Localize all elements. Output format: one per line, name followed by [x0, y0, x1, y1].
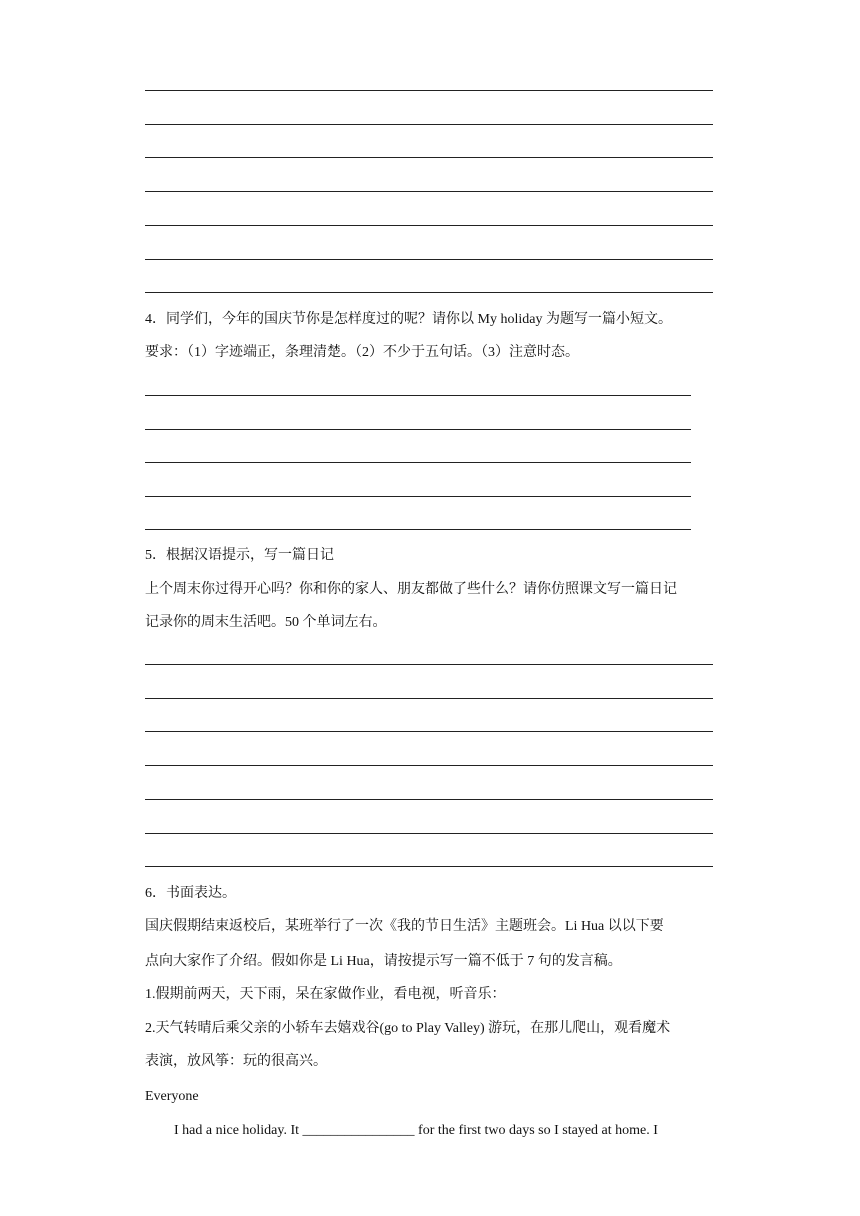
answer-line[interactable] [145, 191, 713, 192]
answer-line[interactable] [145, 765, 713, 766]
question-6-title: 6．书面表达。 [145, 886, 236, 901]
answer-line[interactable] [145, 157, 713, 158]
answer-line[interactable] [145, 731, 713, 732]
essay-greeting: Everyone [145, 1089, 199, 1104]
answer-line[interactable] [145, 664, 713, 665]
answer-line[interactable] [145, 462, 691, 463]
question-5-title: 5．根据汉语提示，写一篇日记 [145, 548, 334, 563]
answer-line[interactable] [145, 225, 713, 226]
question-6-intro-line-1: 国庆假期结束返校后，某班举行了一次《我的节日生活》主题班会。Li Hua 以以下要 [145, 919, 664, 934]
question-4-prompt: 4．同学们，今年的国庆节你是怎样度过的呢？请你以 My holiday 为题写一篇小短文。 [145, 312, 672, 327]
answer-line[interactable] [145, 496, 691, 497]
answer-line[interactable] [145, 292, 713, 293]
question-5-body-line-1: 上个周末你过得开心吗？你和你的家人、朋友都做了些什么？请你仿照课文写一篇日记 [145, 582, 677, 597]
question-5-body-line-2: 记录你的周末生活吧。50 个单词左右。 [145, 615, 387, 630]
essay-start: I had a nice holiday. It ________________ for the first two days so I stayed at home. I [174, 1123, 658, 1138]
question-6-point-2-line-2: 表演，放风筝：玩的很高兴。 [145, 1054, 327, 1069]
answer-line[interactable] [145, 395, 691, 396]
answer-line[interactable] [145, 429, 691, 430]
question-4-requirements: 要求：（1）字迹端正，条理清楚。（2）不少于五句话。（3）注意时态。 [145, 345, 579, 360]
answer-line[interactable] [145, 833, 713, 834]
answer-line[interactable] [145, 259, 713, 260]
answer-line[interactable] [145, 124, 713, 125]
answer-line[interactable] [145, 90, 713, 91]
answer-line[interactable] [145, 799, 713, 800]
answer-line[interactable] [145, 698, 713, 699]
question-6-point-2-line-1: 2.天气转晴后乘父亲的小轿车去嬉戏谷(go to Play Valley) 游玩，在那儿爬山，观看魔术 [145, 1021, 671, 1036]
answer-line[interactable] [145, 529, 691, 530]
question-6-point-1: 1.假期前两天，天下雨，呆在家做作业，看电视，听音乐： [145, 987, 506, 1002]
answer-line[interactable] [145, 866, 713, 867]
question-6-intro-line-2: 点向大家作了介绍。假如你是 Li Hua，请按提示写一篇不低于 7 句的发言稿。 [145, 954, 622, 969]
